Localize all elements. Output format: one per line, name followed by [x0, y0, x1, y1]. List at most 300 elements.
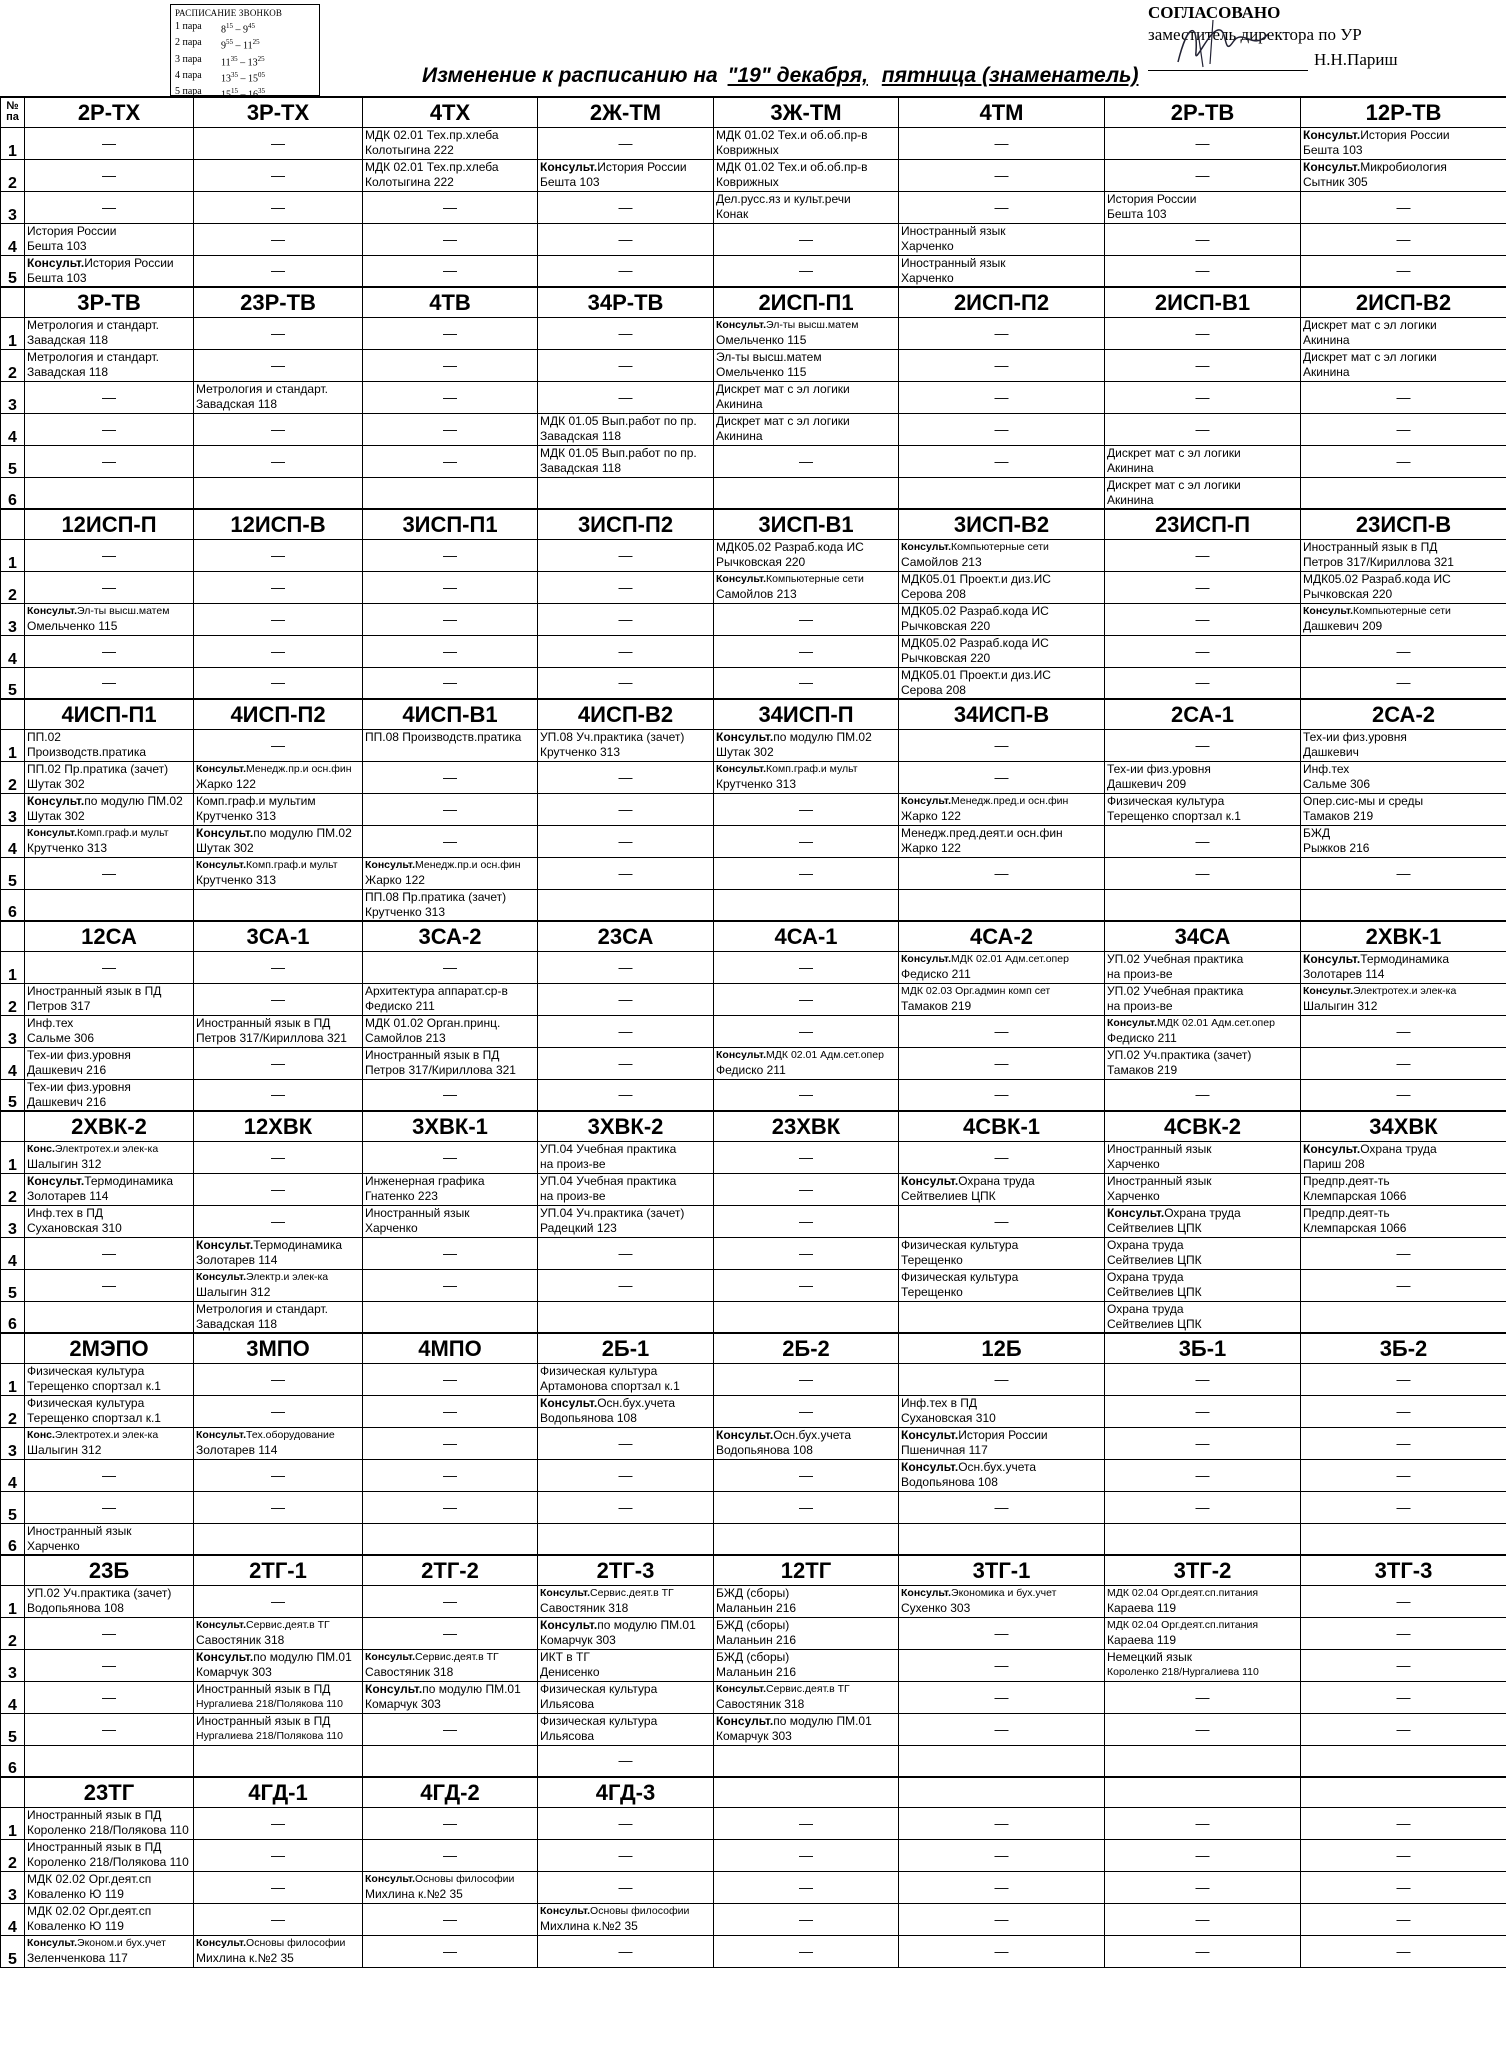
lesson-cell: —: [1105, 1427, 1301, 1459]
lesson-subject: Консульт.Эконом.и бух.учет: [27, 1936, 166, 1949]
lesson-cell: [194, 1617, 363, 1649]
lesson-cell: [363, 1301, 538, 1333]
lesson-cell: —: [538, 1047, 714, 1079]
lesson-subject: Иностранный язык в ПД: [1303, 539, 1438, 554]
pair-number: 5: [1, 1491, 25, 1523]
lesson-cell: [538, 1141, 714, 1173]
lesson-cell: —: [714, 1237, 899, 1269]
lesson-cell: —: [1105, 1491, 1301, 1523]
table-row: [1, 667, 1506, 699]
lesson-teacher-room: Крутченко 313: [27, 840, 107, 855]
pair-number: 2: [1, 1395, 25, 1427]
lesson-subject: Консульт.Экономика и бух.учет: [901, 1586, 1057, 1599]
lesson-teacher-room: Маланьин 216: [716, 1632, 797, 1647]
bell-pair-label: 2 пара: [175, 37, 202, 49]
lesson-teacher-room: Конак: [716, 206, 749, 221]
lesson-cell: [899, 477, 1105, 509]
lesson-cell: [25, 1205, 194, 1237]
lesson-cell: [194, 1713, 363, 1745]
lesson-teacher-room: Крутченко 313: [365, 904, 445, 919]
lesson-subject: Консульт.по модулю ПМ.01: [540, 1617, 696, 1632]
lesson-subject: МДК 02.01 Тех.пр.хлеба: [365, 159, 499, 174]
table-row: [1, 1079, 1506, 1111]
group-name: 2МЭПО: [25, 1333, 194, 1363]
lesson-cell: —: [194, 317, 363, 349]
lesson-teacher-room: Акинина: [1303, 364, 1350, 379]
lesson-cell: [538, 729, 714, 761]
lesson-cell: —: [194, 349, 363, 381]
table-row: [1, 1173, 1506, 1205]
lesson-cell: —: [1301, 1269, 1506, 1301]
lesson-cell: —: [363, 223, 538, 255]
lesson-cell: [1105, 761, 1301, 793]
lesson-cell: —: [25, 191, 194, 223]
group-name: 2Р-ТХ: [25, 97, 194, 127]
lesson-cell: [1301, 793, 1506, 825]
pair-number: 3: [1, 1015, 25, 1047]
pair-number: 5: [1, 857, 25, 889]
lesson-cell: —: [363, 1713, 538, 1745]
lesson-cell: [538, 1363, 714, 1395]
lesson-cell: —: [899, 1491, 1105, 1523]
lesson-teacher-room: Караева 119: [1107, 1600, 1177, 1615]
lesson-teacher-room: Сухенко 303: [901, 1600, 971, 1615]
group-name: 3ИСП-В2: [899, 509, 1105, 539]
lesson-cell: —: [25, 667, 194, 699]
lesson-cell: —: [899, 1681, 1105, 1713]
bell-schedule-rows: [175, 20, 315, 102]
lesson-subject: История России: [1107, 191, 1197, 206]
lesson-cell: —: [1301, 445, 1506, 477]
group-name: 4ГД-2: [363, 1777, 538, 1807]
table-row: [1, 1459, 1506, 1491]
lesson-subject: Консульт.Охрана труда: [1303, 1141, 1437, 1156]
lesson-cell: —: [538, 381, 714, 413]
lesson-cell: [538, 1903, 714, 1935]
group-name: 4ИСП-В2: [538, 699, 714, 729]
lesson-teacher-room: Терещенко спортзал к.1: [1107, 808, 1241, 823]
group-header-row: [1, 1555, 1506, 1585]
lesson-cell: —: [538, 603, 714, 635]
lesson-cell: —: [1301, 1459, 1506, 1491]
lesson-cell: —: [899, 1047, 1105, 1079]
lesson-cell: [1301, 983, 1506, 1015]
group-name: 2ТГ-2: [363, 1555, 538, 1585]
lesson-cell: —: [538, 317, 714, 349]
lesson-teacher-room: Коваленко Ю 119: [27, 1886, 124, 1901]
lesson-cell: [1301, 603, 1506, 635]
lesson-teacher-room: на произ-ве: [1107, 966, 1173, 981]
lesson-cell: [25, 1079, 194, 1111]
table-row: [1, 1141, 1506, 1173]
group-name: 2Б-1: [538, 1333, 714, 1363]
lesson-cell: [1105, 191, 1301, 223]
lesson-teacher-room: Жарко 122: [365, 872, 425, 887]
table-row: [1, 1713, 1506, 1745]
lesson-cell: [1301, 159, 1506, 191]
lesson-cell: —: [194, 1839, 363, 1871]
pair-number: 1: [1, 1363, 25, 1395]
group-name: 3ТГ-1: [899, 1555, 1105, 1585]
table-row: [1, 349, 1506, 381]
pair-number: 4: [1, 223, 25, 255]
lesson-subject: Охрана труда: [1107, 1269, 1184, 1284]
group-name: 2Р-ТВ: [1105, 97, 1301, 127]
lesson-cell: —: [363, 317, 538, 349]
lesson-cell: [194, 1015, 363, 1047]
group-name: 3Б-2: [1301, 1333, 1506, 1363]
lesson-teacher-room: Федиско 211: [901, 966, 971, 981]
lesson-cell: [1301, 1141, 1506, 1173]
table-row: [1, 571, 1506, 603]
lesson-subject: Предпр.деят-ть: [1303, 1173, 1390, 1188]
lesson-teacher-room: Крутченко 313: [716, 776, 796, 791]
lesson-subject: Консульт.Электр.и элек-ка: [196, 1270, 329, 1283]
lesson-subject: Консульт.Термодинамика: [1303, 951, 1450, 966]
bell-row: [175, 69, 315, 85]
lesson-cell: [714, 761, 899, 793]
lesson-teacher-room: Крутченко 313: [196, 872, 276, 887]
lesson-subject: Инженерная графика: [365, 1173, 485, 1188]
lesson-cell: [25, 1015, 194, 1047]
lesson-cell: [1301, 1173, 1506, 1205]
lesson-cell: —: [1301, 1649, 1506, 1681]
lesson-teacher-room: Сейтвелиев ЦПК: [1107, 1220, 1202, 1235]
lesson-cell: —: [714, 825, 899, 857]
lesson-cell: —: [25, 127, 194, 159]
lesson-cell: [194, 1269, 363, 1301]
lesson-cell: —: [1105, 1935, 1301, 1967]
lesson-cell: —: [194, 1807, 363, 1839]
lesson-cell: —: [899, 1649, 1105, 1681]
lesson-cell: —: [714, 857, 899, 889]
lesson-teacher-room: Золотарев 114: [27, 1188, 109, 1203]
lesson-cell: [1105, 445, 1301, 477]
lesson-cell: [1301, 1301, 1506, 1333]
lesson-cell: —: [363, 603, 538, 635]
lesson-subject: Иностранный язык: [1107, 1173, 1212, 1188]
pair-number: 5: [1, 255, 25, 287]
group-name: 2Б-2: [714, 1333, 899, 1363]
lesson-teacher-room: Рычковская 220: [901, 650, 991, 665]
lesson-cell: —: [363, 1237, 538, 1269]
lesson-subject: ПП.02 Пр.пратика (зачет): [27, 761, 169, 776]
lesson-cell: —: [1301, 381, 1506, 413]
lesson-cell: [538, 1301, 714, 1333]
lesson-subject: Инф.тех: [1303, 761, 1350, 776]
lesson-teacher-room: Золотарев 114: [196, 1442, 278, 1457]
lesson-cell: [25, 1585, 194, 1617]
pair-number: 3: [1, 1427, 25, 1459]
lesson-teacher-room: Коваленко Ю 119: [27, 1918, 124, 1933]
signature-scribble: [1168, 12, 1278, 72]
pair-number-header: [1, 1333, 25, 1363]
lesson-cell: —: [1105, 159, 1301, 191]
lesson-cell: [538, 1713, 714, 1745]
pair-number: 6: [1, 1745, 25, 1777]
lesson-cell: —: [714, 1839, 899, 1871]
lesson-cell: [538, 1205, 714, 1237]
lesson-subject: Консульт.История России: [27, 255, 174, 270]
group-name: 3СА-2: [363, 921, 538, 951]
lesson-cell: —: [714, 1871, 899, 1903]
lesson-teacher-room: Акинина: [716, 428, 763, 443]
lesson-cell: [194, 381, 363, 413]
lesson-cell: [25, 1395, 194, 1427]
lesson-cell: —: [714, 1807, 899, 1839]
lesson-teacher-room: Нургалиева 218/Полякова 110: [196, 1697, 343, 1710]
group-name: 3Б-1: [1105, 1333, 1301, 1363]
table-row: [1, 951, 1506, 983]
lesson-cell: [714, 1585, 899, 1617]
lesson-subject: Консульт.Охрана труда: [901, 1173, 1035, 1188]
lesson-cell: —: [1301, 1871, 1506, 1903]
lesson-teacher-room: Золотарев 114: [1303, 966, 1385, 981]
lesson-cell: [899, 603, 1105, 635]
pair-number: 4: [1, 635, 25, 667]
lesson-cell: [25, 603, 194, 635]
lesson-cell: [538, 1617, 714, 1649]
lesson-cell: [714, 349, 899, 381]
lesson-subject: Охрана труда: [1107, 1237, 1184, 1252]
lesson-cell: [899, 951, 1105, 983]
table-row: [1, 825, 1506, 857]
lesson-cell: —: [194, 127, 363, 159]
lesson-subject: Консульт.по модулю ПМ.01: [196, 1649, 352, 1664]
lesson-teacher-room: Дашкевич 216: [27, 1062, 107, 1077]
pair-number: 4: [1, 1459, 25, 1491]
lesson-cell: —: [1105, 729, 1301, 761]
lesson-cell: —: [25, 571, 194, 603]
lesson-teacher-room: Жарко 122: [196, 776, 256, 791]
lesson-subject: Консульт.Комп.граф.и мульт: [196, 858, 338, 871]
table-row: [1, 1935, 1506, 1967]
group-name: 2ИСП-П1: [714, 287, 899, 317]
group-name: 23ИСП-В: [1301, 509, 1506, 539]
lesson-subject: БЖД (сборы): [716, 1585, 790, 1600]
group-name: 23СА: [538, 921, 714, 951]
lesson-subject: БЖД (сборы): [716, 1649, 790, 1664]
lesson-subject: Консульт.Осн.бух.учета: [540, 1395, 676, 1410]
lesson-cell: [25, 825, 194, 857]
group-name: 12ИСП-В: [194, 509, 363, 539]
lesson-subject: История России: [27, 223, 117, 238]
lesson-cell: —: [714, 793, 899, 825]
lesson-cell: [1105, 1141, 1301, 1173]
lesson-cell: [363, 477, 538, 509]
bell-time: $11^{35} - 13^{25}$: [221, 54, 265, 68]
lesson-cell: —: [1301, 255, 1506, 287]
table-row: [1, 191, 1506, 223]
lesson-subject: Консульт.Охрана труда: [1107, 1205, 1241, 1220]
lesson-subject: Иностранный язык: [365, 1205, 470, 1220]
lesson-cell: —: [25, 1617, 194, 1649]
lesson-cell: [25, 983, 194, 1015]
lesson-cell: —: [1105, 255, 1301, 287]
lesson-subject: ИКТ в ТГ: [540, 1649, 590, 1664]
lesson-teacher-room: Михлина к.№2 35: [540, 1918, 638, 1933]
lesson-cell: [714, 729, 899, 761]
lesson-subject: Консульт.Эл-ты высш.матем: [716, 318, 859, 331]
lesson-cell: —: [194, 1395, 363, 1427]
pair-number-header: [1, 921, 25, 951]
lesson-cell: —: [363, 1079, 538, 1111]
lesson-subject: Иностранный язык: [901, 223, 1006, 238]
lesson-cell: [899, 1395, 1105, 1427]
lesson-subject: Метрология и стандарт.: [27, 317, 159, 332]
lesson-cell: —: [363, 825, 538, 857]
lesson-cell: [1301, 1745, 1506, 1777]
group-name: 4СА-2: [899, 921, 1105, 951]
lesson-cell: [714, 571, 899, 603]
lesson-subject: Эл-ты высш.матем: [716, 349, 822, 364]
lesson-cell: —: [714, 635, 899, 667]
lesson-cell: —: [1301, 1079, 1506, 1111]
lesson-cell: —: [899, 1807, 1105, 1839]
lesson-subject: ПП.08 Производств.пратика: [365, 729, 522, 744]
lesson-cell: [899, 1427, 1105, 1459]
bell-row: [175, 20, 315, 36]
lesson-cell: [899, 1745, 1105, 1777]
lesson-cell: —: [1105, 413, 1301, 445]
lesson-cell: [194, 1237, 363, 1269]
lesson-cell: —: [25, 951, 194, 983]
lesson-cell: [714, 477, 899, 509]
lesson-cell: —: [538, 255, 714, 287]
lesson-teacher-room: Терещенко спортзал к.1: [27, 1378, 161, 1393]
lesson-teacher-room: Короленко 218/Нургалиева 110: [1107, 1665, 1259, 1678]
lesson-teacher-room: Завадская 118: [196, 1316, 277, 1331]
lesson-subject: Физическая культура: [540, 1713, 658, 1728]
lesson-cell: —: [1301, 1491, 1506, 1523]
lesson-cell: —: [538, 349, 714, 381]
pair-number: 2: [1, 1839, 25, 1871]
lesson-cell: —: [194, 1459, 363, 1491]
group-name: 4СВК-2: [1105, 1111, 1301, 1141]
lesson-cell: —: [194, 1903, 363, 1935]
lesson-cell: [25, 1301, 194, 1333]
lesson-cell: —: [194, 1173, 363, 1205]
lesson-subject: Инф.тех: [27, 1015, 74, 1030]
lesson-cell: —: [538, 1459, 714, 1491]
group-header-row: [1, 1777, 1506, 1807]
table-row: [1, 1617, 1506, 1649]
lesson-teacher-room: Колотыгина 222: [365, 174, 454, 189]
lesson-cell: —: [1105, 667, 1301, 699]
lesson-cell: —: [363, 1141, 538, 1173]
lesson-cell: —: [1301, 635, 1506, 667]
lesson-cell: —: [1105, 349, 1301, 381]
table-row: [1, 1047, 1506, 1079]
lesson-cell: [1301, 477, 1506, 509]
lesson-cell: [194, 1301, 363, 1333]
lesson-teacher-room: Шутак 302: [716, 744, 774, 759]
lesson-cell: [1105, 477, 1301, 509]
lesson-cell: [363, 983, 538, 1015]
pair-number: 3: [1, 381, 25, 413]
group-name: 2ИСП-П2: [899, 287, 1105, 317]
lesson-cell: —: [714, 255, 899, 287]
lesson-cell: —: [714, 603, 899, 635]
lesson-teacher-room: Водопьянова 108: [540, 1410, 637, 1425]
lesson-cell: —: [899, 1871, 1105, 1903]
lesson-cell: —: [25, 539, 194, 571]
lesson-cell: [538, 1585, 714, 1617]
lesson-cell: [363, 1173, 538, 1205]
lesson-teacher-room: Рыжков 216: [1303, 840, 1370, 855]
lesson-teacher-room: Комарчук 303: [540, 1632, 616, 1647]
approval-heading: СОГЛАСОВАНО: [1148, 3, 1281, 22]
lesson-cell: —: [538, 983, 714, 1015]
lesson-cell: [363, 1871, 538, 1903]
lesson-subject: Физическая культура: [901, 1237, 1019, 1252]
lesson-cell: —: [1105, 857, 1301, 889]
lesson-teacher-room: Харченко: [1107, 1156, 1160, 1171]
lesson-cell: [899, 539, 1105, 571]
lesson-cell: [538, 1649, 714, 1681]
lesson-subject: Предпр.деят-ть: [1303, 1205, 1390, 1220]
table-row: [1, 1681, 1506, 1713]
table-row: [1, 255, 1506, 287]
lesson-subject: Консульт.Термодинамика: [27, 1173, 174, 1188]
lesson-cell: —: [25, 1649, 194, 1681]
lesson-cell: [1301, 539, 1506, 571]
lesson-cell: [538, 477, 714, 509]
lesson-teacher-room: Терещенко: [901, 1284, 963, 1299]
lesson-cell: —: [1301, 1903, 1506, 1935]
lesson-cell: —: [538, 667, 714, 699]
lesson-cell: —: [194, 539, 363, 571]
lesson-cell: —: [1105, 571, 1301, 603]
bell-row: [175, 36, 315, 52]
group-name: 34СА: [1105, 921, 1301, 951]
lesson-cell: [1301, 729, 1506, 761]
lesson-teacher-room: Комарчук 303: [196, 1664, 272, 1679]
lesson-teacher-room: Завадская 118: [540, 460, 621, 475]
lesson-teacher-room: Бешта 103: [1303, 142, 1363, 157]
table-row: [1, 223, 1506, 255]
table-row: [1, 1205, 1506, 1237]
lesson-cell: [714, 1617, 899, 1649]
lesson-cell: [25, 1839, 194, 1871]
lesson-cell: [194, 1681, 363, 1713]
bell-time: $8^{15} - 9^{45}$: [221, 22, 255, 36]
lesson-cell: —: [194, 983, 363, 1015]
lesson-subject: Инф.тех в ПД: [901, 1395, 978, 1410]
lesson-cell: —: [194, 667, 363, 699]
lesson-cell: [899, 1523, 1105, 1555]
lesson-teacher-room: Савостяник 318: [540, 1600, 629, 1615]
lesson-teacher-room: Денисенко: [540, 1664, 600, 1679]
lesson-cell: —: [363, 667, 538, 699]
lesson-subject: БЖД: [1303, 825, 1331, 840]
lesson-teacher-room: Рычковская 220: [901, 618, 991, 633]
lesson-subject: УП.04 Учебная практика: [540, 1173, 677, 1188]
lesson-cell: [899, 1585, 1105, 1617]
lesson-teacher-room: Завадская 118: [540, 428, 621, 443]
lesson-teacher-room: Ильясова: [540, 1728, 595, 1743]
lesson-cell: —: [363, 1269, 538, 1301]
lesson-subject: Иностранный язык: [27, 1523, 132, 1538]
lesson-subject: Дел.русс.яз и культ.речи: [716, 191, 851, 206]
pair-number: 4: [1, 1903, 25, 1935]
lesson-cell: [1105, 1649, 1301, 1681]
lesson-cell: [714, 1301, 899, 1333]
bell-row: [175, 53, 315, 69]
group-name: 3ТГ-3: [1301, 1555, 1506, 1585]
lesson-cell: —: [25, 1269, 194, 1301]
lesson-cell: [1105, 1015, 1301, 1047]
